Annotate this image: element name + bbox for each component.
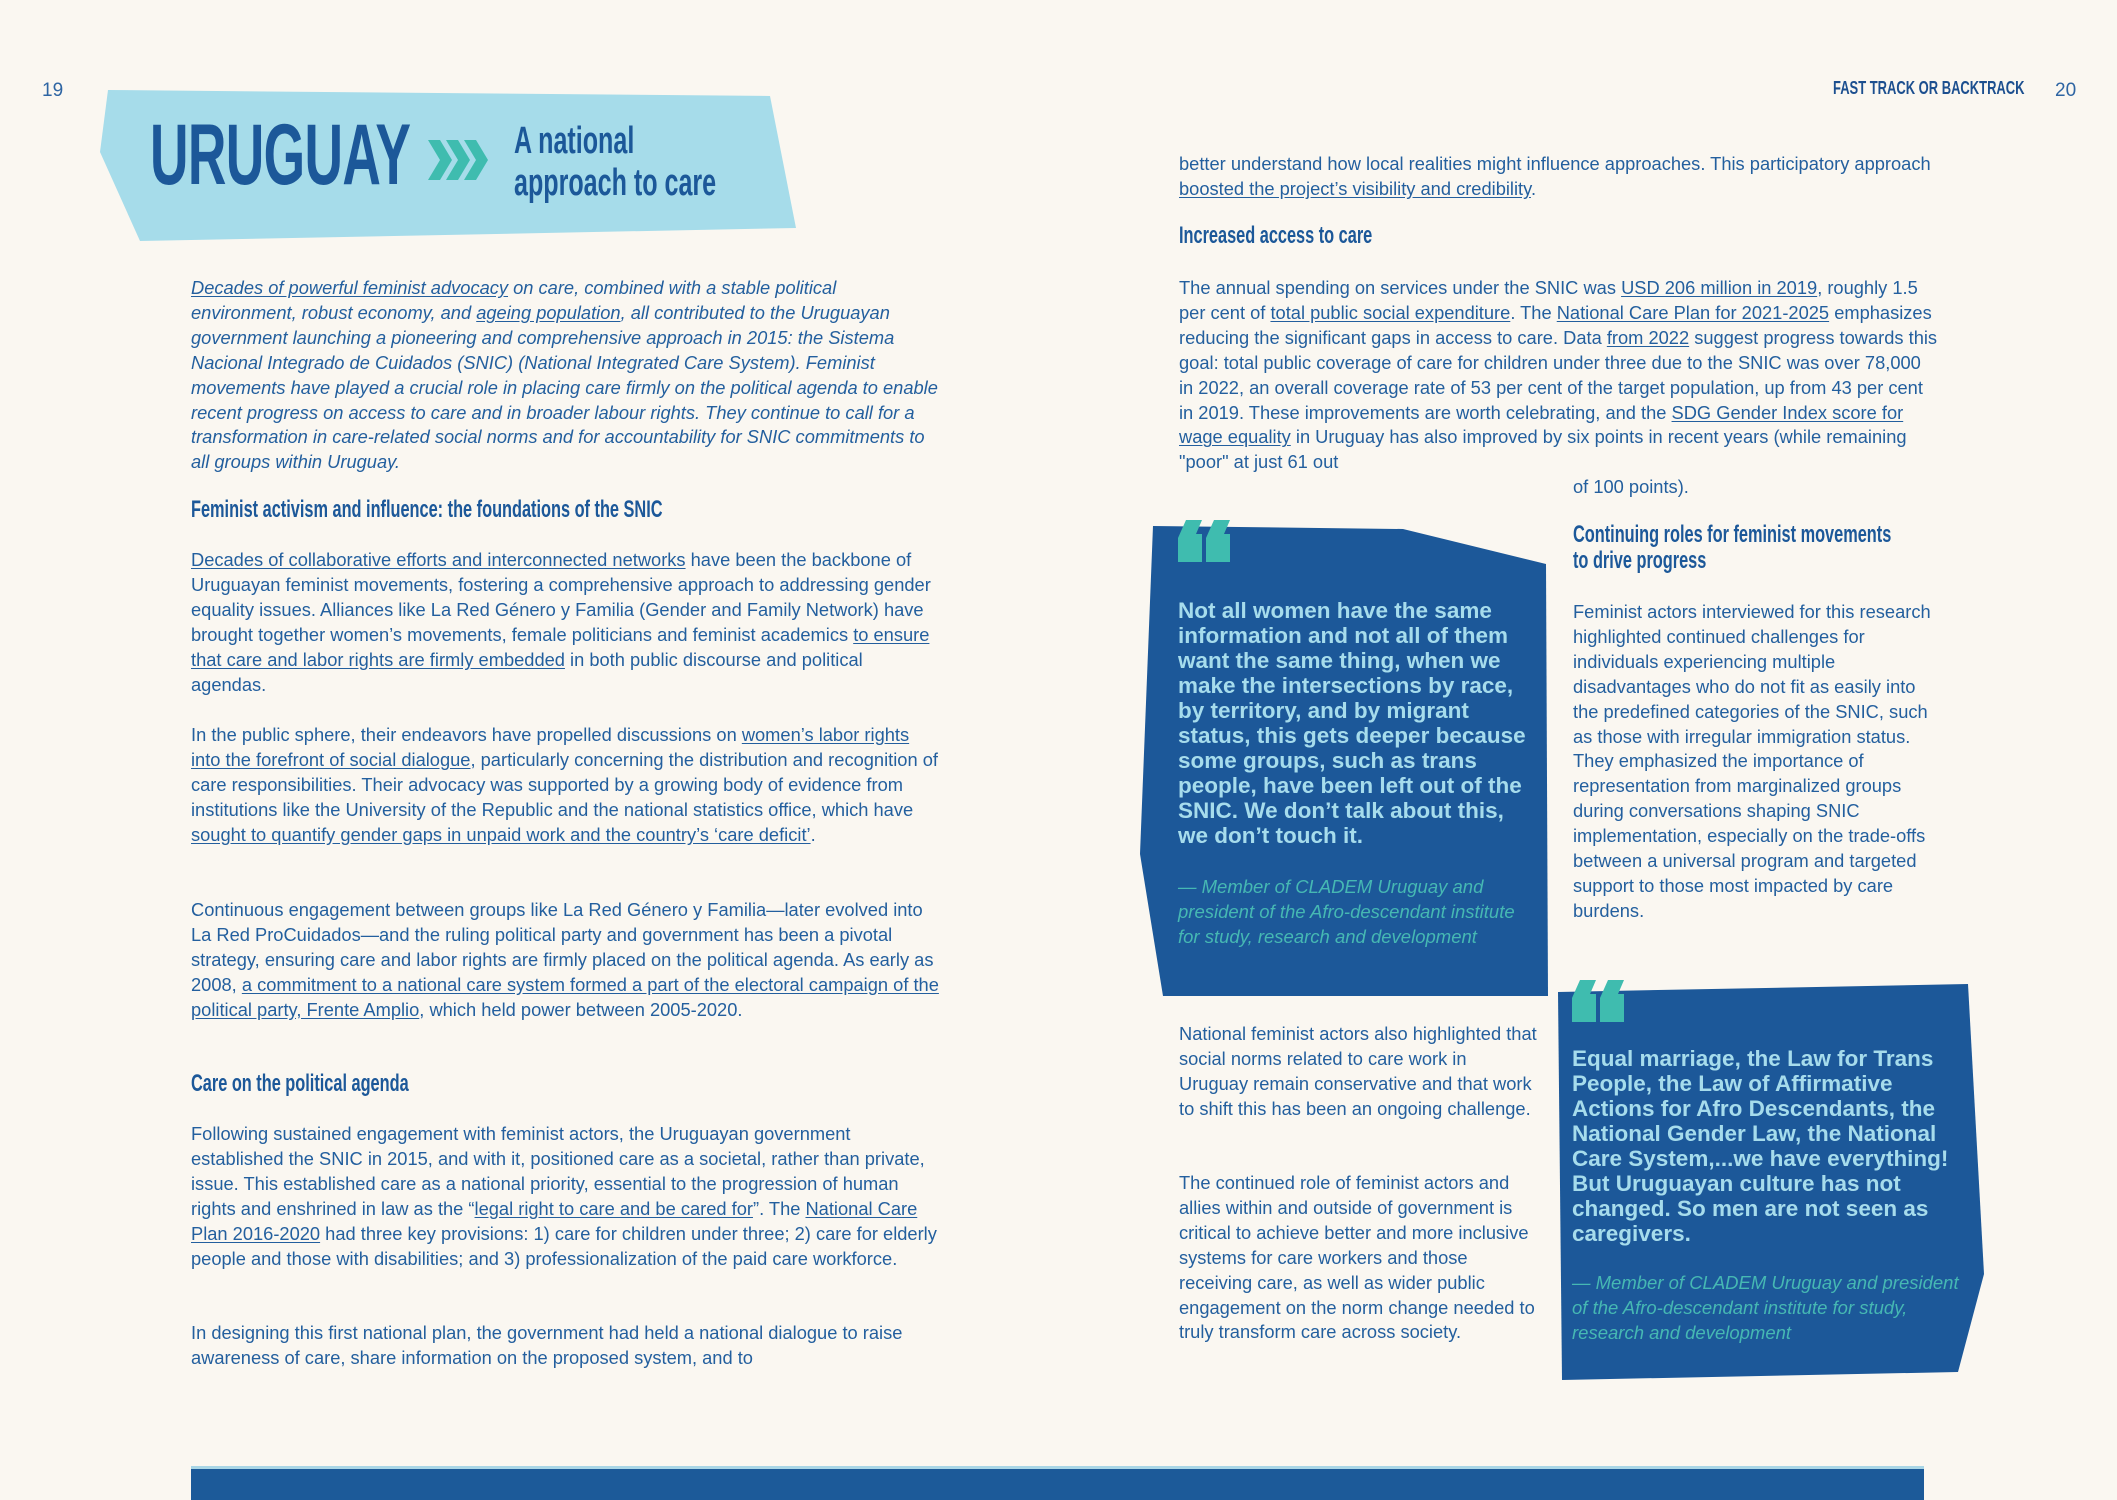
- subtitle-line-2: approach to care: [514, 162, 717, 204]
- quotation-mark-icon: [1572, 980, 1632, 1024]
- text: ”. The: [752, 1197, 806, 1219]
- link-national-care-plan-2021[interactable]: National Care Plan for 2021-2025: [1556, 301, 1830, 323]
- text: , all contributed to the Uruguayan government launching a pioneering and comprehensive approach in 2015: the Sistema Nacional Integrado de Cuidados (SNIC) (National Integrated Care System). Feminist movements have played a crucial role in placing care firmly on the political agenda to enable recent progress on access to care and in broader labour rights. They continue to call for a transformation in care-related social norms and for accountability for SNIC commitments to all groups within Uruguay.: [191, 301, 938, 473]
- right-page-number: 20: [2055, 80, 2077, 101]
- text: suggest progress towards this goal: total public coverage of care for children under three due to the SNIC was over 78,000 in 2022, an overall coverage rate of 53 per cent of the target population, up from 43 per cent in 2019. These improvements are worth celebrating, and the: [1179, 326, 1938, 423]
- text: emphasizes reducing the significant gaps in access to care. Data: [1179, 301, 1932, 348]
- paragraph-public-sphere: [191, 723, 941, 848]
- link-data-2022[interactable]: from 2022: [1606, 326, 1690, 348]
- text: in both public discourse and political agendas.: [191, 648, 863, 695]
- text: of 100 points).: [1573, 476, 1689, 498]
- text: . The: [1510, 301, 1557, 323]
- quotation-mark-icon: [1178, 520, 1238, 564]
- paragraph-continuous-engagement: [191, 898, 941, 1023]
- heading-line-2: to drive progress: [1573, 547, 1707, 574]
- quote-2-attribution: — Member of CLADEM Uruguay and president of the Afro-descendant institute for study, research and development: [1572, 1272, 1959, 1343]
- subtitle-line-1: A national: [514, 120, 635, 162]
- text: have been the backbone of Uruguayan feminist movements, fostering a comprehensive approach to addressing gender equality issues. Alliances like La Red Género y Familia (Gender and Family Network) have brought together women’s movements, female politicians and feminist academics: [191, 549, 931, 645]
- section-heading-continuing-roles: [1573, 522, 1891, 574]
- text: The annual spending on services under the SNIC was: [1179, 277, 1622, 298]
- pull-quote-2: [1548, 984, 1986, 1384]
- triple-chevron-right-icon: [428, 140, 492, 180]
- quote-1-attribution: — Member of CLADEM Uruguay and president of the Afro-descendant institute for study, research and development: [1178, 876, 1515, 947]
- link-feminist-advocacy[interactable]: Decades of powerful feminist advocacy: [191, 277, 509, 298]
- text: had three key provisions: 1) care for children under three; 2) care for elderly people and those with disabilities; and 3) professionalization of the paid care workforce.: [191, 1222, 937, 1269]
- paragraph-annual-spending: [1179, 276, 1939, 500]
- text: in Uruguay has also improved by six points in recent years (while remaining "poor" at just 61 out: [1179, 426, 1907, 473]
- paragraph-social-norms: National feminist actors also highlighted that social norms related to care work in Uruguay remain conservative and that work to shift this has been an ongoing challenge.: [1179, 1023, 1537, 1119]
- paragraph-continued-role: The continued role of feminist actors and allies within and outside of government is critical to achieve better and more inclusive systems for care workers and those receiving care, as well as wider public engagement on the norm change needed to truly transform care across society.: [1179, 1172, 1535, 1343]
- link-usd-206-million[interactable]: USD 206 million in 2019: [1621, 277, 1818, 298]
- link-care-deficit[interactable]: sought to quantify gender gaps in unpaid work and the country’s ‘care deficit’: [191, 823, 811, 845]
- section-heading-feminist-activism: Feminist activism and influence: the foundations of the SNIC: [191, 496, 663, 523]
- text: .: [810, 823, 816, 845]
- footer-bar: [191, 1466, 1924, 1500]
- section-heading-political-agenda: Care on the political agenda: [191, 1070, 409, 1097]
- text: , which held power between 2005-2020.: [419, 998, 743, 1020]
- link-public-social-expenditure[interactable]: total public social expenditure: [1270, 301, 1511, 323]
- link-care-labor-rights[interactable]: to ensure that care and labor rights are firmly embedded: [191, 623, 930, 670]
- text: .: [1530, 177, 1537, 199]
- paragraph-participatory-approach: [1179, 152, 1939, 202]
- link-womens-labor-rights[interactable]: women’s labor rights into the forefront of social dialogue: [191, 724, 910, 770]
- text: Continuous engagement between groups like La Red Género y Familia—later evolved into La Red ProCuidados—and the ruling political party and government has been a pivotal strategy, ensuring care and labor rights are firmly placed on the political agenda. As early as 2008,: [191, 899, 934, 995]
- link-collaborative-efforts[interactable]: Decades of collaborative efforts and interconnected networks: [191, 549, 686, 570]
- paragraph-snic-established: [191, 1122, 941, 1271]
- heading-line-1: Continuing roles for feminist movements: [1573, 521, 1892, 548]
- link-legal-right-to-care[interactable]: legal right to care and be cared for: [474, 1197, 753, 1219]
- text: , roughly 1.5 per cent of: [1179, 277, 1918, 323]
- text: Following sustained engagement with feminist actors, the Uruguayan government established the SNIC in 2015, and with it, positioned care as a societal, rather than private, issue. This established care as a national priority, essential to the progression of human rights and enshrined in law as the “: [191, 1123, 925, 1219]
- link-sdg-gender-index[interactable]: SDG Gender Index score for wage equality: [1179, 401, 1904, 448]
- link-ageing-population[interactable]: ageing population: [476, 301, 621, 323]
- paragraph-collaborative-efforts: [191, 548, 941, 697]
- link-national-care-plan-2016[interactable]: National Care Plan 2016-2020: [191, 1197, 918, 1244]
- text: , particularly concerning the distribution and recognition of care responsibilities. Their advocacy was supported by a growing body of evidence from institutions like the University of the Republic and the national statistics office, which have: [191, 748, 938, 820]
- paragraph-feminist-actors-interviewed: Feminist actors interviewed for this research highlighted continued challenges for individuals experiencing multiple disadvantages who do not fit as easily into the predefined categories of the SNIC, such as those with irregular immigration status. They emphasized the importance of representation from marginalized groups during conversations shaping SNIC implementation, especially on the trade-offs between a universal program and targeted support to those most impacted by care burdens.: [1573, 601, 1931, 921]
- running-title: FAST TRACK OR BACKTRACK: [1833, 78, 2025, 98]
- quote-1-text: Not all women have the same information and not all of them want the same thing, when we make the intersections by race, by territory, and by migrant status, this gets deeper because some groups, such as trans people, have been left out of the SNIC. We don’t talk about this, we don’t touch it.: [1178, 598, 1526, 848]
- link-frente-amplio[interactable]: a commitment to a national care system formed a part of the electoral campaign of the political party, Frente Amplio: [191, 973, 939, 1020]
- pull-quote-1: [1138, 524, 1548, 996]
- page-subtitle: [514, 120, 716, 204]
- link-visibility-credibility[interactable]: boosted the project’s visibility and credibility: [1179, 177, 1531, 199]
- text: In the public sphere, their endeavors have propelled discussions on: [191, 724, 742, 745]
- left-page-number: 19: [42, 80, 64, 101]
- text: on care, combined with a stable political environment, robust economy, and: [191, 277, 837, 323]
- intro-paragraph: [191, 276, 941, 475]
- section-heading-increased-access: Increased access to care: [1179, 222, 1373, 249]
- quote-2-text: Equal marriage, the Law for Trans People, the Law of Affirmative Actions for Afro Descendants, the National Gender Law, the National Care System,...we have everything! But Uruguayan culture has not changed. So men are not seen as caregivers.: [1572, 1046, 1949, 1246]
- text: better understand how local realities might influence approaches. This participatory approach: [1179, 153, 1931, 174]
- country-title: URUGUAY: [150, 107, 411, 203]
- paragraph-national-dialogue: In designing this first national plan, the government had held a national dialogue to raise awareness of care, share information on the proposed system, and to: [191, 1322, 903, 1368]
